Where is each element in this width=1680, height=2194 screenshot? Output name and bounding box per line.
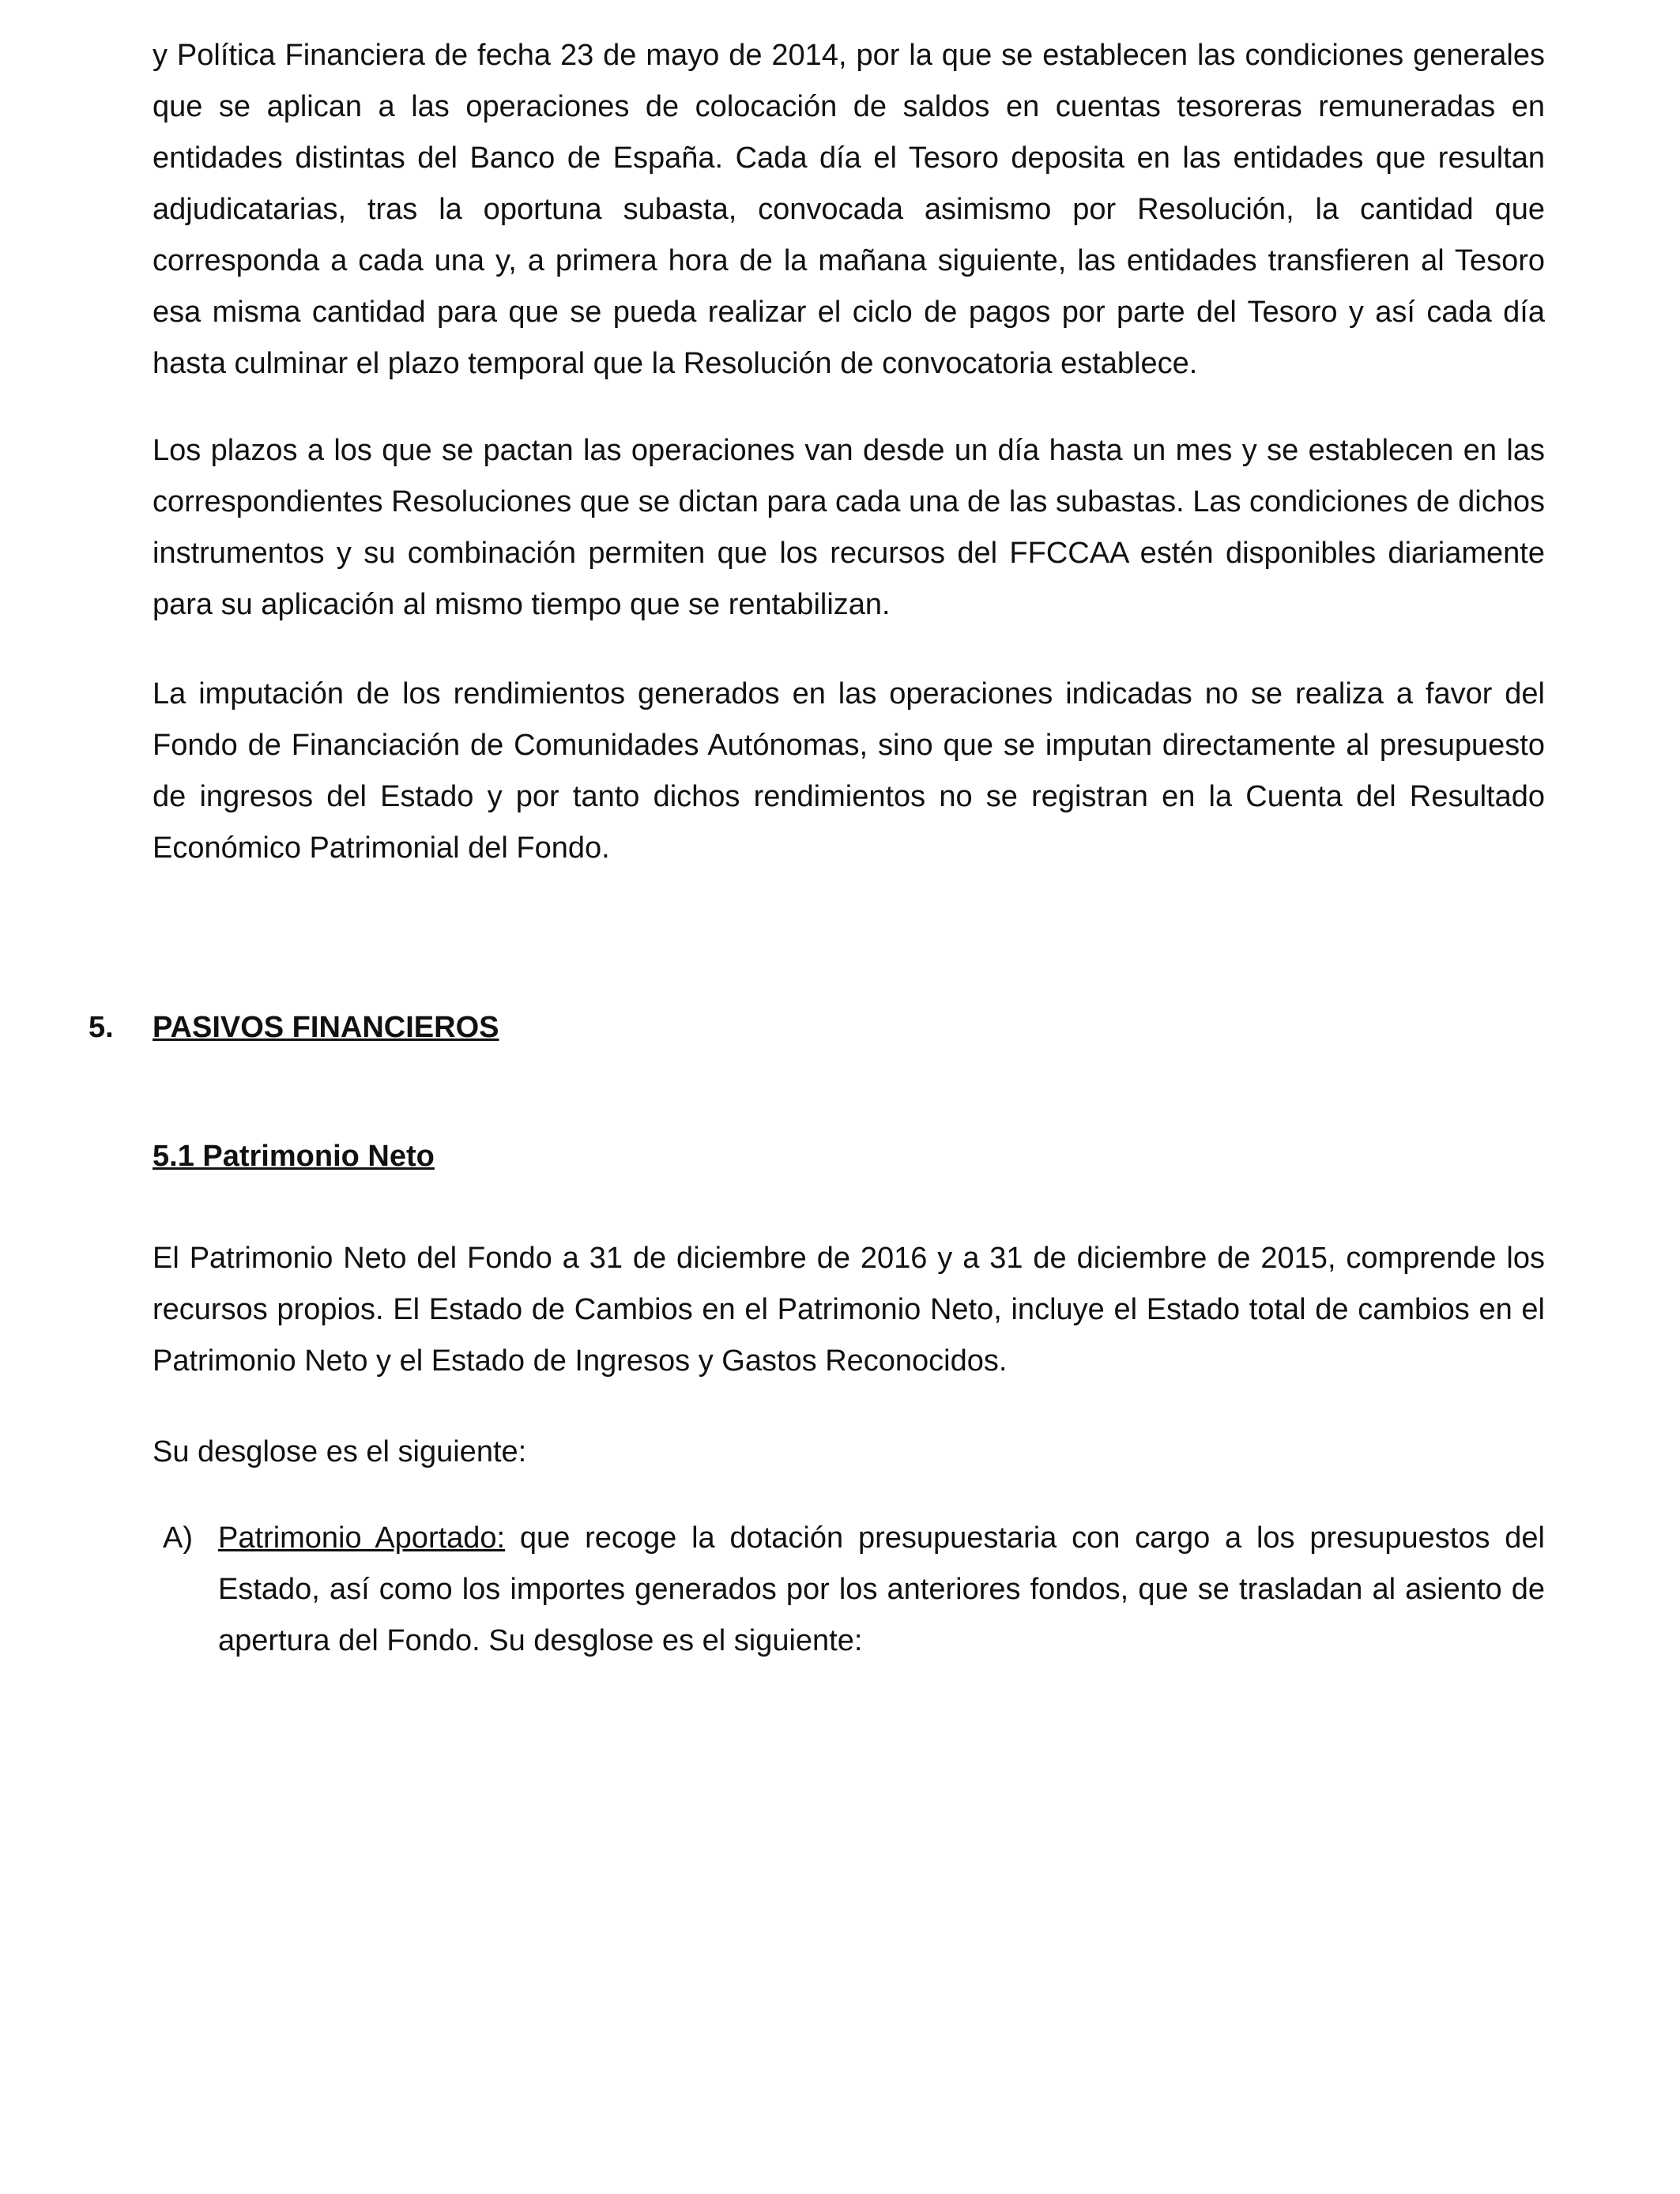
list-item-term: Patrimonio Aportado: bbox=[218, 1521, 506, 1555]
section-title: PASIVOS FINANCIEROS bbox=[153, 1011, 499, 1044]
paragraph-politica-financiera: y Política Financiera de fecha 23 de mayo de 2014, por la que se establecen las condiciones generales que se aplican a las operaciones de colocación de saldos en cuentas tesoreras remuneradas en entidades distintas del Banco de España. Cada día el Tesoro deposita en las entidades que resultan adjudicatarias, tras la oportuna subasta, convocada asimismo por Resolución, la cantidad que corresponda a cada una y, a primera hora de la mañana siguiente, las entidades transfieren al Tesoro esa misma cantidad para que se pueda realizar el ciclo de pagos por parte del Tesoro y así cada día hasta culminar el plazo temporal que la Resolución de convocatoria establece. bbox=[153, 39, 1545, 380]
list-item-patrimonio-aportado bbox=[218, 1513, 1545, 1667]
paragraph-desglose: Su desglose es el siguiente: bbox=[153, 1435, 527, 1468]
list-item-description: que recoge la dotación presupuestaria con cargo a los presupuestos del Estado, así como los importes generados por los anteriores fondos, que se trasladan al asiento de apertura del Fondo. Su desglose es el siguiente: bbox=[218, 1521, 1545, 1657]
subsection-title: 5.1 Patrimonio Neto bbox=[153, 1140, 435, 1173]
list-marker-a: A) bbox=[163, 1521, 193, 1555]
paragraph-imputacion: La imputación de los rendimientos generados en las operaciones indicadas no se realiza a favor del Fondo de Financiación de Comunidades Autónomas, sino que se imputan directamente al presupuesto de ingresos del Estado y por tanto dichos rendimientos no se registran en la Cuenta del Resultado Económico Patrimonial del Fondo. bbox=[153, 677, 1545, 865]
paragraph-plazos: Los plazos a los que se pactan las operaciones van desde un día hasta un mes y se establecen en las correspondientes Resoluciones que se dictan para cada una de las subastas. Las condiciones de dichos instrumentos y su combinación permiten que los recursos del FFCCAA estén disponibles diariamente para su aplicación al mismo tiempo que se rentabilizan. bbox=[153, 434, 1545, 621]
section-number: 5. bbox=[89, 1011, 114, 1044]
paragraph-patrimonio-neto: El Patrimonio Neto del Fondo a 31 de diciembre de 2016 y a 31 de diciembre de 2015, comprende los recursos propios. El Estado de Cambios en el Patrimonio Neto, incluye el Estado total de cambios en el Patrimonio Neto y el Estado de Ingresos y Gastos Reconocidos. bbox=[153, 1242, 1545, 1378]
